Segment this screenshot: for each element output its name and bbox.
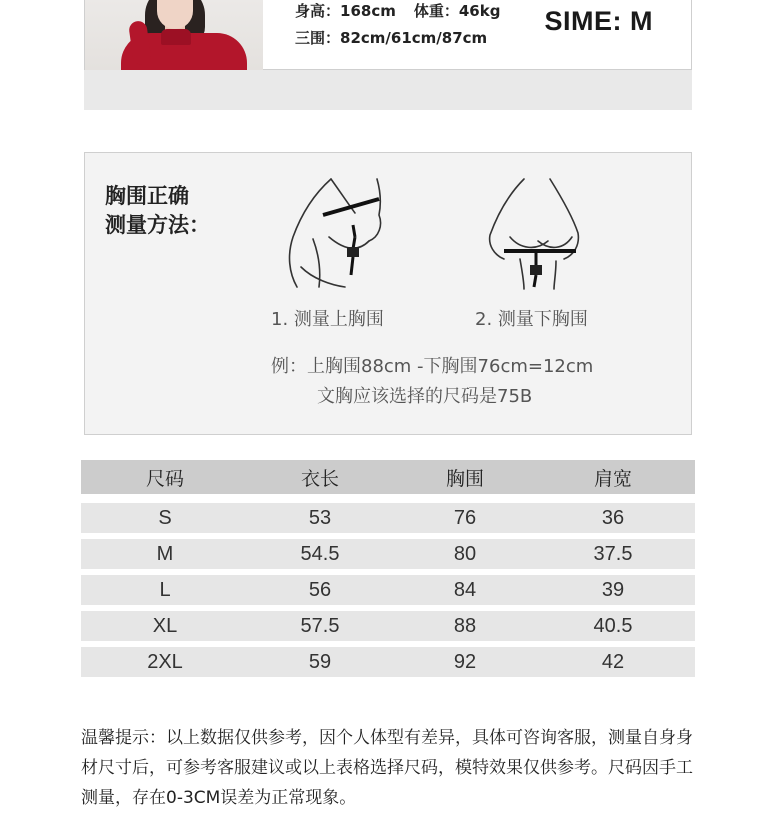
table-row [81,575,695,605]
cell-bust: 84 [453,578,477,601]
model-measurements [295,27,487,48]
header-length: 衣长 [300,467,339,490]
example-result: 文胸应该选择的尺码是75B [317,386,533,407]
model-size: SIME: M [544,6,653,36]
cell-bust: 76 [453,506,477,529]
cell-size: 2XL [147,650,183,673]
cell-size: M [156,542,174,565]
height-value: 168cm [340,2,396,20]
header-shoulder: 肩宽 [593,467,632,490]
measurements-value: 82cm/61cm/87cm [340,29,488,47]
size-table [81,460,695,683]
header-size: 尺码 [145,467,184,490]
cell-bust: 92 [453,650,477,673]
cell-length: 54.5 [300,542,340,565]
gray-divider-band [84,70,692,110]
upper-bust-illustration-icon [283,175,403,293]
cell-shoulder: 42 [601,650,625,673]
size-tip-text: 温馨提示：以上数据仅供参考，因个人体型有差异，具体可咨询客服，测量自身身材尺寸后，可参考客服建议或以上表格选择尺码，模特效果仅供参考。尺码因手工测量，存在0-3CM误差为正常现象。 [81,728,693,808]
example-calculation: 例：上胸围88cm -下胸围76cm=12cm [271,356,594,377]
measurements-label: 三围： [295,29,341,47]
weight-label: 体重： [413,2,459,20]
model-info-card [84,0,692,70]
cell-length: 53 [308,506,332,529]
table-row [81,611,695,641]
cell-bust: 88 [453,614,477,637]
table-header-row [81,460,695,494]
cell-length: 56 [308,578,332,601]
cell-shoulder: 40.5 [593,614,633,637]
weight-value: 46kg [458,2,501,20]
model-photo [85,0,263,70]
step-upper-bust-label: 1. 测量上胸围 [271,309,384,330]
step-under-bust-label: 2. 测量下胸围 [475,309,588,330]
cell-shoulder: 36 [601,506,625,529]
cell-size: L [159,578,171,601]
cell-length: 57.5 [300,614,340,637]
table-row [81,503,695,533]
under-bust-illustration-icon [480,175,600,293]
cell-length: 59 [308,650,332,673]
measure-title: 胸围正确 测量方法： [105,184,210,237]
table-row [81,647,695,677]
table-row [81,539,695,569]
model-height-weight [295,0,500,21]
height-label: 身高： [295,2,341,20]
cell-bust: 80 [453,542,477,565]
bust-measure-panel [84,152,692,435]
cell-size: S [158,506,172,529]
cell-shoulder: 39 [601,578,625,601]
cell-shoulder: 37.5 [593,542,633,565]
header-bust: 胸围 [445,467,484,490]
cell-size: XL [152,614,178,637]
